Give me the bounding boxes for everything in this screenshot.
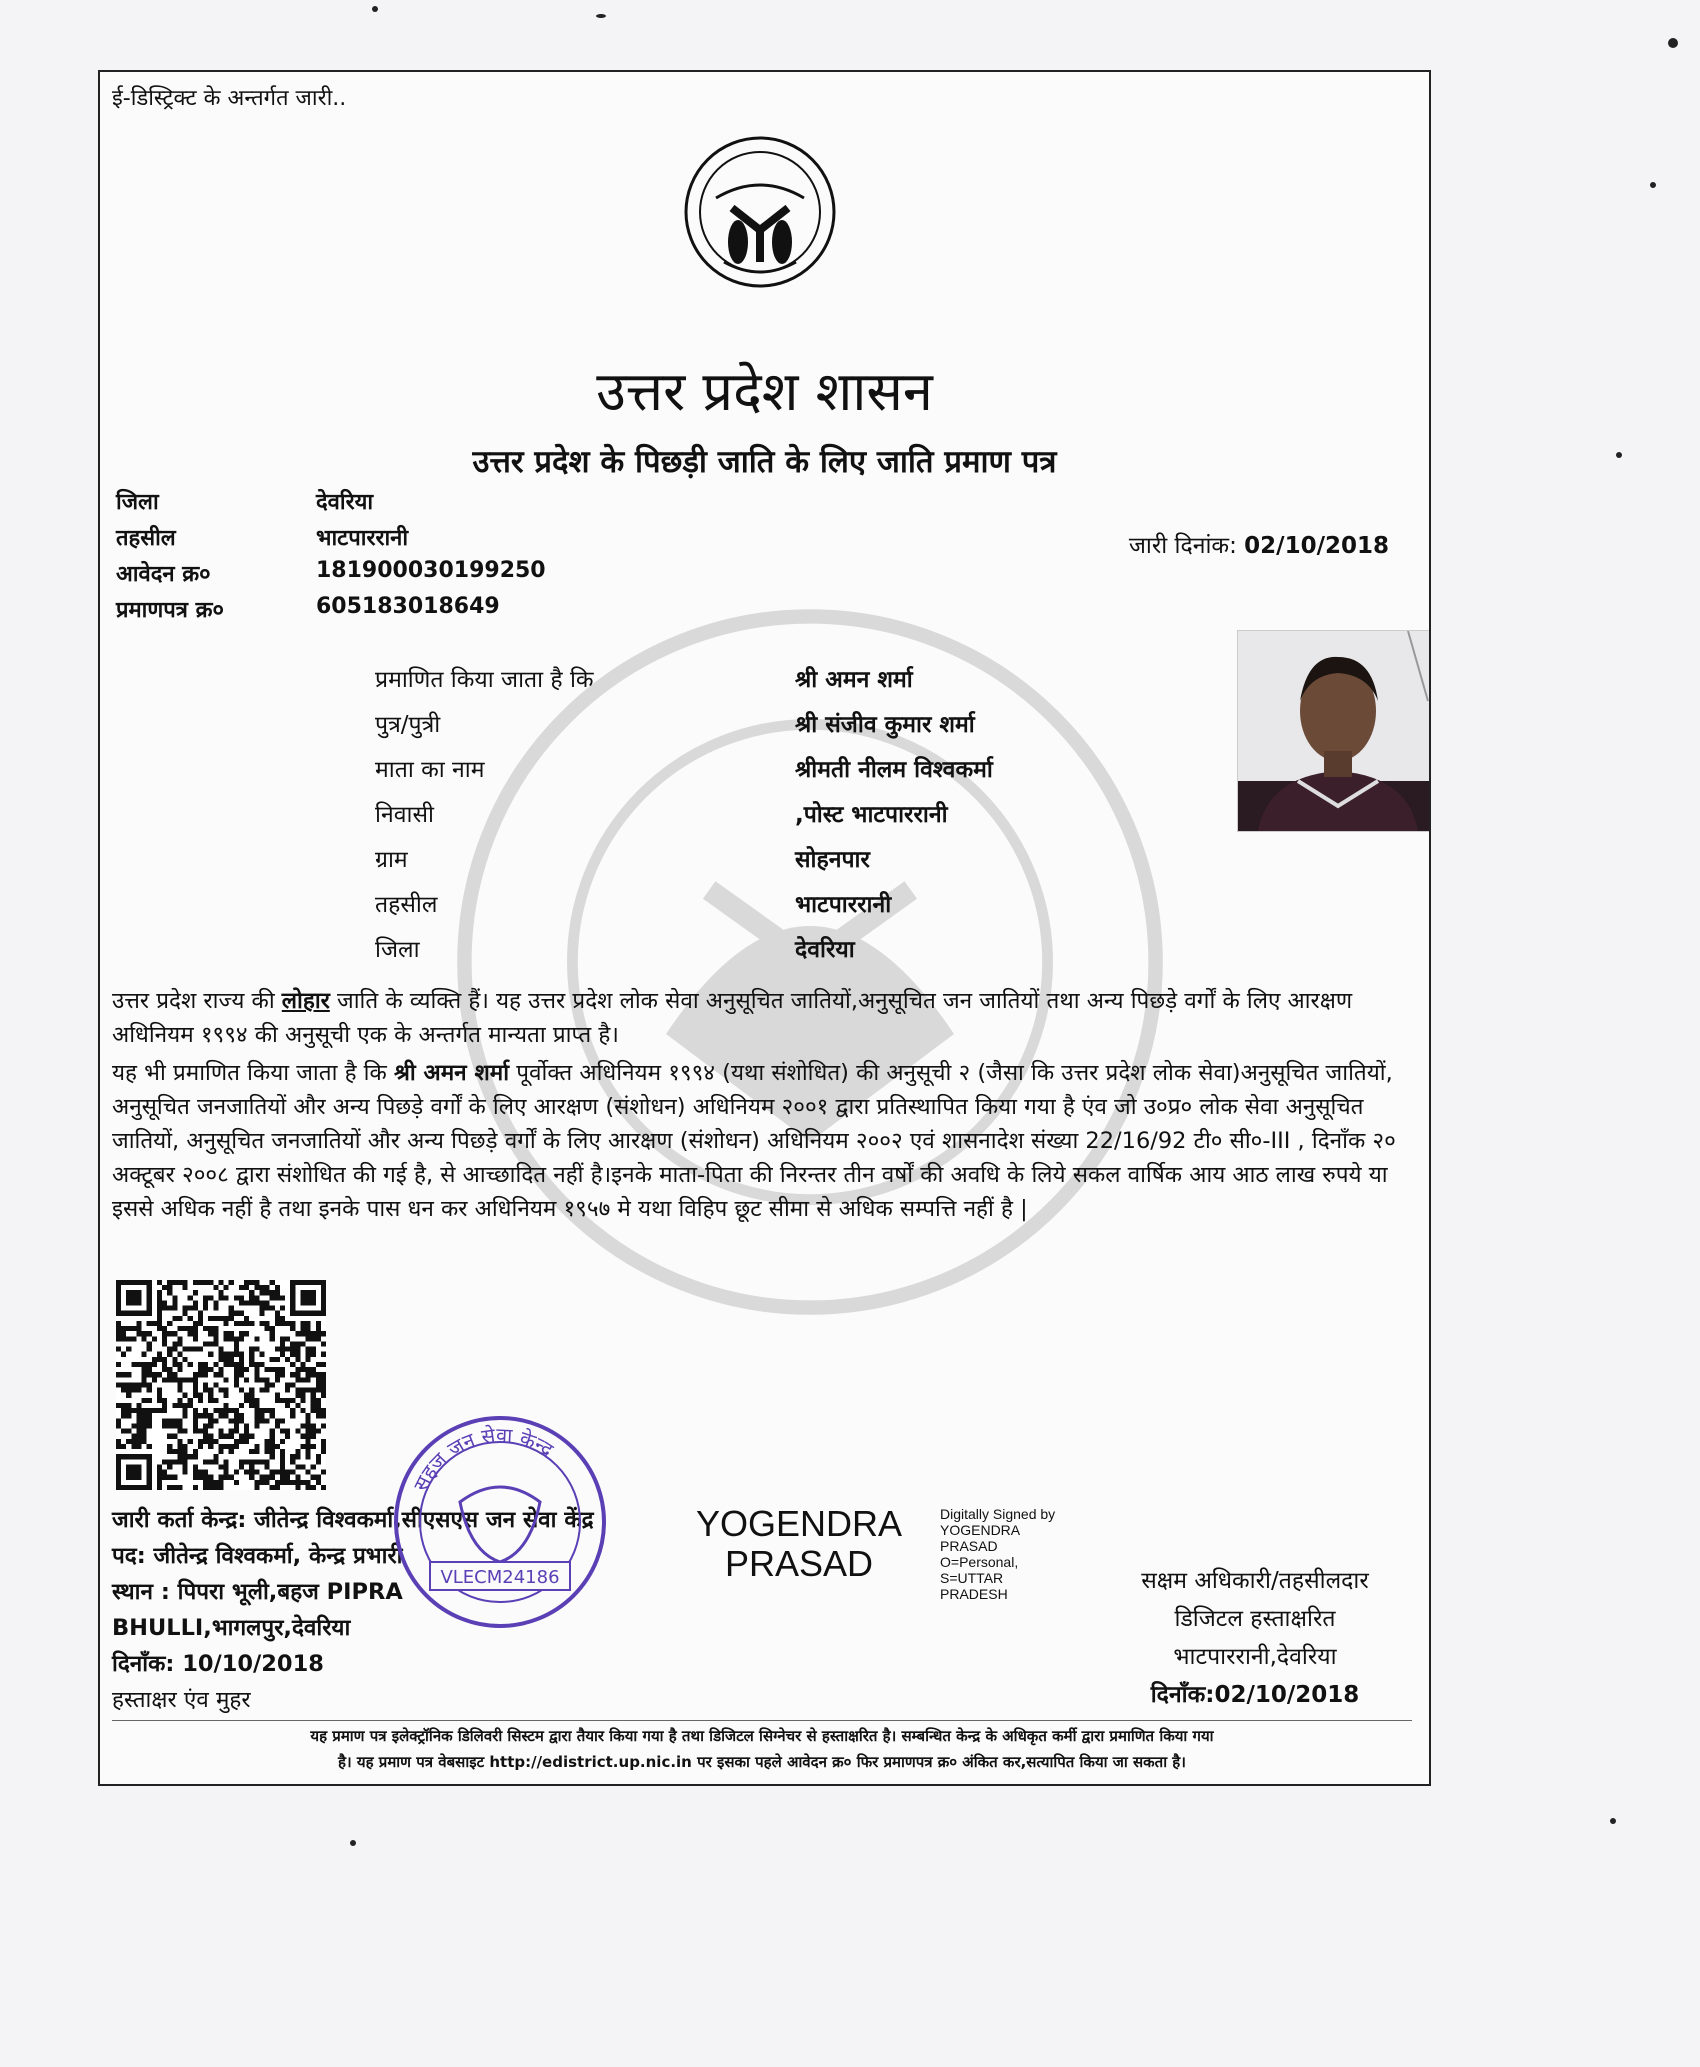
field-village: ग्राम सोहनपार [375,847,870,873]
scan-speck [350,1840,356,1846]
issuer-post: पद: जीतेन्द्र विश्वकर्मा, केन्द्र प्रभारी [112,1543,403,1569]
digital-signature-details: Digitally Signed by YOGENDRA PRASAD O=Personal, S=UTTAR PRADESH [940,1506,1056,1602]
issuer-place-2: BHULLI,भागलपुर,देवरिया [112,1615,351,1641]
scan-speck [596,14,606,18]
meta-row-application-no: आवेदन क्र० 181900030199250 [116,558,546,587]
center-seal-stamp [390,1412,610,1632]
issue-date: जारी दिनांक: 02/10/2018 [1128,533,1389,559]
caste-name: लोहार [281,988,330,1014]
issuer-place: स्थान : पिपरा भूली,बहज PIPRA [112,1579,403,1605]
field-certified-name: प्रमाणित किया जाता है कि श्री अमन शर्मा [375,667,913,693]
scan-speck [372,6,378,12]
issuer-date: दिनाँक: 10/10/2018 [112,1651,324,1677]
field-tehsil: तहसील भाटपाररानी [375,892,892,918]
qr-code [116,1280,326,1490]
authority-date: दिनाँक:02/10/2018 [1150,1682,1360,1708]
scan-speck [1668,38,1678,48]
verification-footer: यह प्रमाण पत्र इलेक्ट्रॉनिक डिलिवरी सिस्टम द्वारा तैयार किया गया है तथा डिजिटल सिग्नेचर से हस्ताक्षरित है। सम्बन्धित केन्द्र के अधिकृत कर्मी द्वारा प्रमाणित किया गया है। यह प्रमाण पत्र वेबसाइट http://edistrict.up.nic.in पर इसका पहले आवेदन क्र० फिर प्रमाणपत्र क्र० अंकित कर,सत्यापित किया जा सकता है। [112,1720,1412,1775]
scan-speck [1616,452,1622,458]
applicant-name-inline: श्री अमन शर्मा [393,1060,510,1086]
meta-row-tehsil: तहसील भाटपाररानी [116,526,409,551]
caste-paragraph: उत्तर प्रदेश राज्य की लोहार जाति के व्यक्ति हैं। यह उत्तर प्रदेश लोक सेवा अनुसूचित जातियों,अनुसूचित जन जातियों तथा अन्य पिछड़े वर्गों के लिए आरक्षण अधिनियम १९९४ की अनुसूची एक के अन्तर्गत मान्यता प्राप्त है। [112,988,1353,1048]
issuer-signature-label: हस्ताक्षर एंव मुहर [112,1687,251,1713]
certificate [98,70,1431,1786]
field-resident: निवासी ,पोस्ट भाटपाररानी [375,802,948,828]
applicant-details [375,662,993,977]
certificate-title: उत्तर प्रदेश के पिछड़ी जाति के लिए जाति प्रमाण पत्र [472,444,1057,480]
issuer-center: जारी कर्ता केन्द्र: जीतेन्द्र विश्वकर्मा,सीएसएस जन सेवा केंद्र [112,1507,594,1533]
government-title: उत्तर प्रदेश शासन [596,360,933,423]
authority-place: भाटपाररानी,देवरिया [1173,1644,1337,1670]
svg-text:VLECM24186: VLECM24186 [440,1567,560,1588]
certification-paragraph: यह भी प्रमाणित किया जाता है कि श्री अमन शर्मा पूर्वोक्त अधिनियम १९९४ (यथा संशोधित) की अनुसूची २ (जैसा कि उत्तर प्रदेश लोक सेवा)अनुसूचित जातियों, अनुसूचित जनजातियों और अन्य पिछड़े वर्गों के लिए आरक्षण (संशोधन) अधिनियम २००१ द्वारा प्रतिस्थापित किया गया है एंव जो उ०प्र० लोक सेवा अनुसूचित जातियों, अनुसूचित जनजातियों और अन्य पिछड़े वर्गों के लिए आरक्षण (संशोधन) अधिनियम २००२ एवं शासनादेश संख्या 22/16/92 टी० सी०-III , दिनाँक २० अक्टूबर २००८ द्वारा संशोधित की गई है, से आच्छादित नहीं है।इनके माता-पिता की निरन्तर तीन वर्षों की अवधि के लिये सकल वार्षिक आय आठ लाख रुपये या इससे अधिक नहीं है तथा इनके पास धन कर अधिनियम १९५७ मे यथा विहिप छूट सीमा से अधिक सम्पत्ति नहीं है | [112,1060,1396,1222]
digital-signature-name: YOGENDRA PRASAD [696,1503,903,1584]
meta-row-certificate-no: प्रमाणपत्र क्र० 605183018649 [116,594,500,623]
svg-text:सहज जन सेवा केन्द्र: सहज जन सेवा केन्द्र [408,1422,558,1495]
field-mother-name: माता का नाम श्रीमती नीलम विश्वकर्मा [375,757,993,783]
scan-speck [1650,182,1656,188]
issued-under-note: ई-डिस्ट्रिक्ट के अन्तर्गत जारी.. [112,86,347,111]
applicant-photo [1237,630,1431,832]
up-government-emblem-icon [680,112,840,312]
field-district: जिला देवरिया [375,937,855,963]
meta-row-district: जिला देवरिया [116,490,374,515]
scan-speck [1610,1818,1616,1824]
field-parent: पुत्र/पुत्री श्री संजीव कुमार शर्मा [375,712,975,738]
authority-sub: डिजिटल हस्ताक्षरित [1174,1606,1336,1632]
competent-authority [1100,1562,1410,1714]
certificate-meta [116,486,546,630]
authority-title: सक्षम अधिकारी/तहसीलदार [1141,1568,1369,1594]
